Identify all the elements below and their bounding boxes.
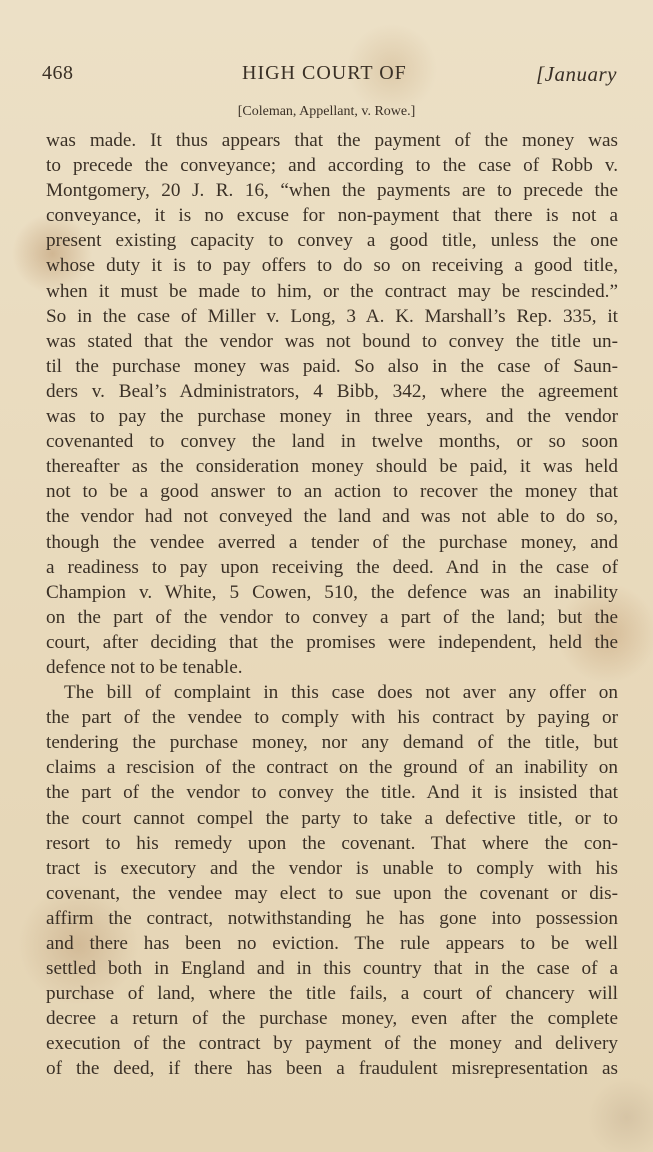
text-line: resort to his remedy upon the covenant. That where the con-: [46, 832, 618, 854]
text-line: The bill of complaint in this case does not aver any offer on: [64, 682, 618, 704]
text-line: So in the case of Miller v. Long, 3 A. K. Marshall’s Rep. 335, it: [46, 305, 618, 327]
text-line: the part of the vendee to comply with his contract by paying or: [46, 707, 618, 729]
text-line: the vendor had not conveyed the land and was not able to do so,: [46, 506, 618, 528]
text-line: when it must be made to him, or the contract may be rescinded.”: [46, 280, 618, 302]
text-line: decree a return of the purchase money, even after the complete: [46, 1008, 618, 1030]
text-line: execution of the contract by payment of the money and delivery: [46, 1033, 618, 1055]
text-line: til the purchase money was paid. So also in the case of Saun-: [46, 355, 618, 377]
text-line: was stated that the vendor was not bound to convey the title un-: [46, 330, 618, 352]
text-line: defence not to be tenable.: [46, 656, 243, 678]
running-month: [January: [536, 62, 617, 86]
running-title: HIGH COURT OF: [242, 62, 407, 84]
text-line: not to be a good answer to an action to recover the money that: [46, 481, 618, 503]
text-line: tendering the purchase money, nor any demand of the title, but: [46, 732, 618, 754]
text-line: covenanted to convey the land in twelve months, or so soon: [46, 431, 618, 453]
text-line: settled both in England and in this country that in the case of a: [46, 958, 618, 980]
text-line: was to pay the purchase money in three years, and the vendor: [46, 406, 618, 428]
text-line: thereafter as the consideration money should be paid, it was held: [46, 456, 618, 478]
running-head: [42, 58, 617, 88]
text-line: Montgomery, 20 J. R. 16, “when the payments are to precede the: [46, 180, 618, 202]
text-line: Champion v. White, 5 Cowen, 510, the defence was an inability: [46, 581, 618, 603]
text-line: ders v. Beal’s Administrators, 4 Bibb, 342, where the agreement: [46, 380, 618, 402]
text-line: present existing capacity to convey a good title, unless the one: [46, 230, 618, 252]
body-text: [46, 128, 618, 1082]
text-line: though the vendee averred a tender of the purchase money, and: [46, 531, 618, 553]
case-caption: [Coleman, Appellant, v. Rowe.]: [237, 104, 416, 119]
text-line: whose duty it is to pay offers to do so on receiving a good title,: [46, 255, 618, 277]
text-line: the court cannot compel the party to take a defective title, or to: [46, 807, 618, 829]
text-line: claims a rescision of the contract on the ground of an inability on: [46, 757, 618, 779]
text-line: of the deed, if there has been a fraudulent misrepresentation as: [46, 1058, 618, 1080]
text-line: purchase of land, where the title fails, a court of chancery will: [46, 983, 618, 1005]
text-line: and there has been no eviction. The rule appears to be well: [46, 933, 618, 954]
text-line: on the part of the vendor to convey a part of the land; but the: [46, 606, 618, 628]
text-line: conveyance, it is no excuse for non-payment that there is not a: [46, 205, 618, 227]
page-number: 468: [42, 62, 74, 84]
text-line: affirm the contract, notwithstanding he has gone into possession: [46, 907, 618, 929]
text-line: covenant, the vendee may elect to sue upon the covenant or dis-: [46, 882, 618, 904]
text-line: tract is executory and the vendor is unable to comply with his: [46, 857, 618, 879]
text-line: the part of the vendor to convey the title. And it is insisted that: [46, 782, 618, 804]
text-line: to precede the conveyance; and according to the case of Robb v.: [46, 155, 618, 177]
text-line: court, after deciding that the promises were independent, held the: [46, 631, 618, 653]
text-line: a readiness to pay upon receiving the deed. And in the case of: [46, 556, 618, 578]
text-line: was made. It thus appears that the payment of the money was: [46, 130, 618, 151]
